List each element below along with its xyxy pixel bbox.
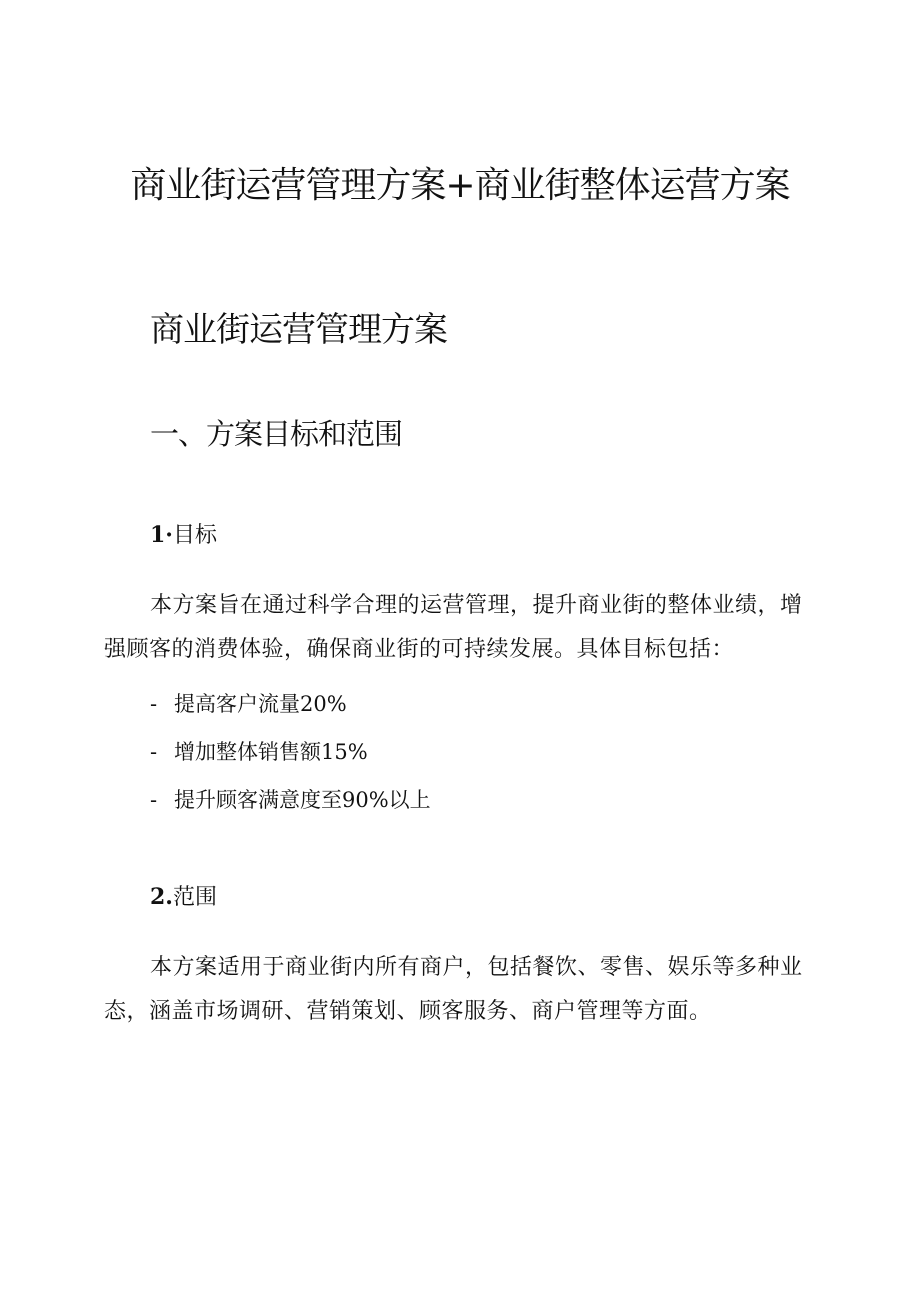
- list-item-dash: -: [150, 692, 158, 716]
- subheading-goals-label: 目标: [172, 523, 217, 548]
- goals-list: [150, 680, 431, 824]
- subheading-goals-number: 1·: [150, 522, 173, 548]
- list-item-dash: -: [150, 788, 158, 812]
- list-item: [150, 728, 431, 776]
- goals-paragraph: 本方案旨在通过科学合理的运营管理，提升商业街的整体业绩，增强顾客的消费体验，确保商业街的可持续发展。具体目标包括：: [104, 593, 803, 662]
- list-item-text: 提升顾客满意度至90%以上: [174, 788, 431, 812]
- subheading-goals: [150, 520, 217, 551]
- list-item-text: 提高客户流量20%: [174, 692, 347, 716]
- heading-goals-and-scope: 一、方案目标和范围: [150, 417, 403, 451]
- list-item-text: 增加整体销售额15%: [174, 740, 368, 764]
- section-title: 商业街运营管理方案: [150, 310, 447, 350]
- list-item-dash: -: [150, 740, 158, 764]
- list-item: [150, 776, 431, 824]
- subheading-scope-label: 范围: [172, 885, 217, 910]
- list-item: [150, 680, 431, 728]
- document-title: 商业街运营管理方案+商业街整体运营方案: [130, 165, 790, 206]
- subheading-scope-number: 2.: [150, 884, 173, 910]
- subheading-scope: [150, 882, 217, 913]
- scope-paragraph: 本方案适用于商业街内所有商户，包括餐饮、零售、娱乐等多种业态，涵盖市场调研、营销策划、顾客服务、商户管理等方面。: [104, 955, 803, 1024]
